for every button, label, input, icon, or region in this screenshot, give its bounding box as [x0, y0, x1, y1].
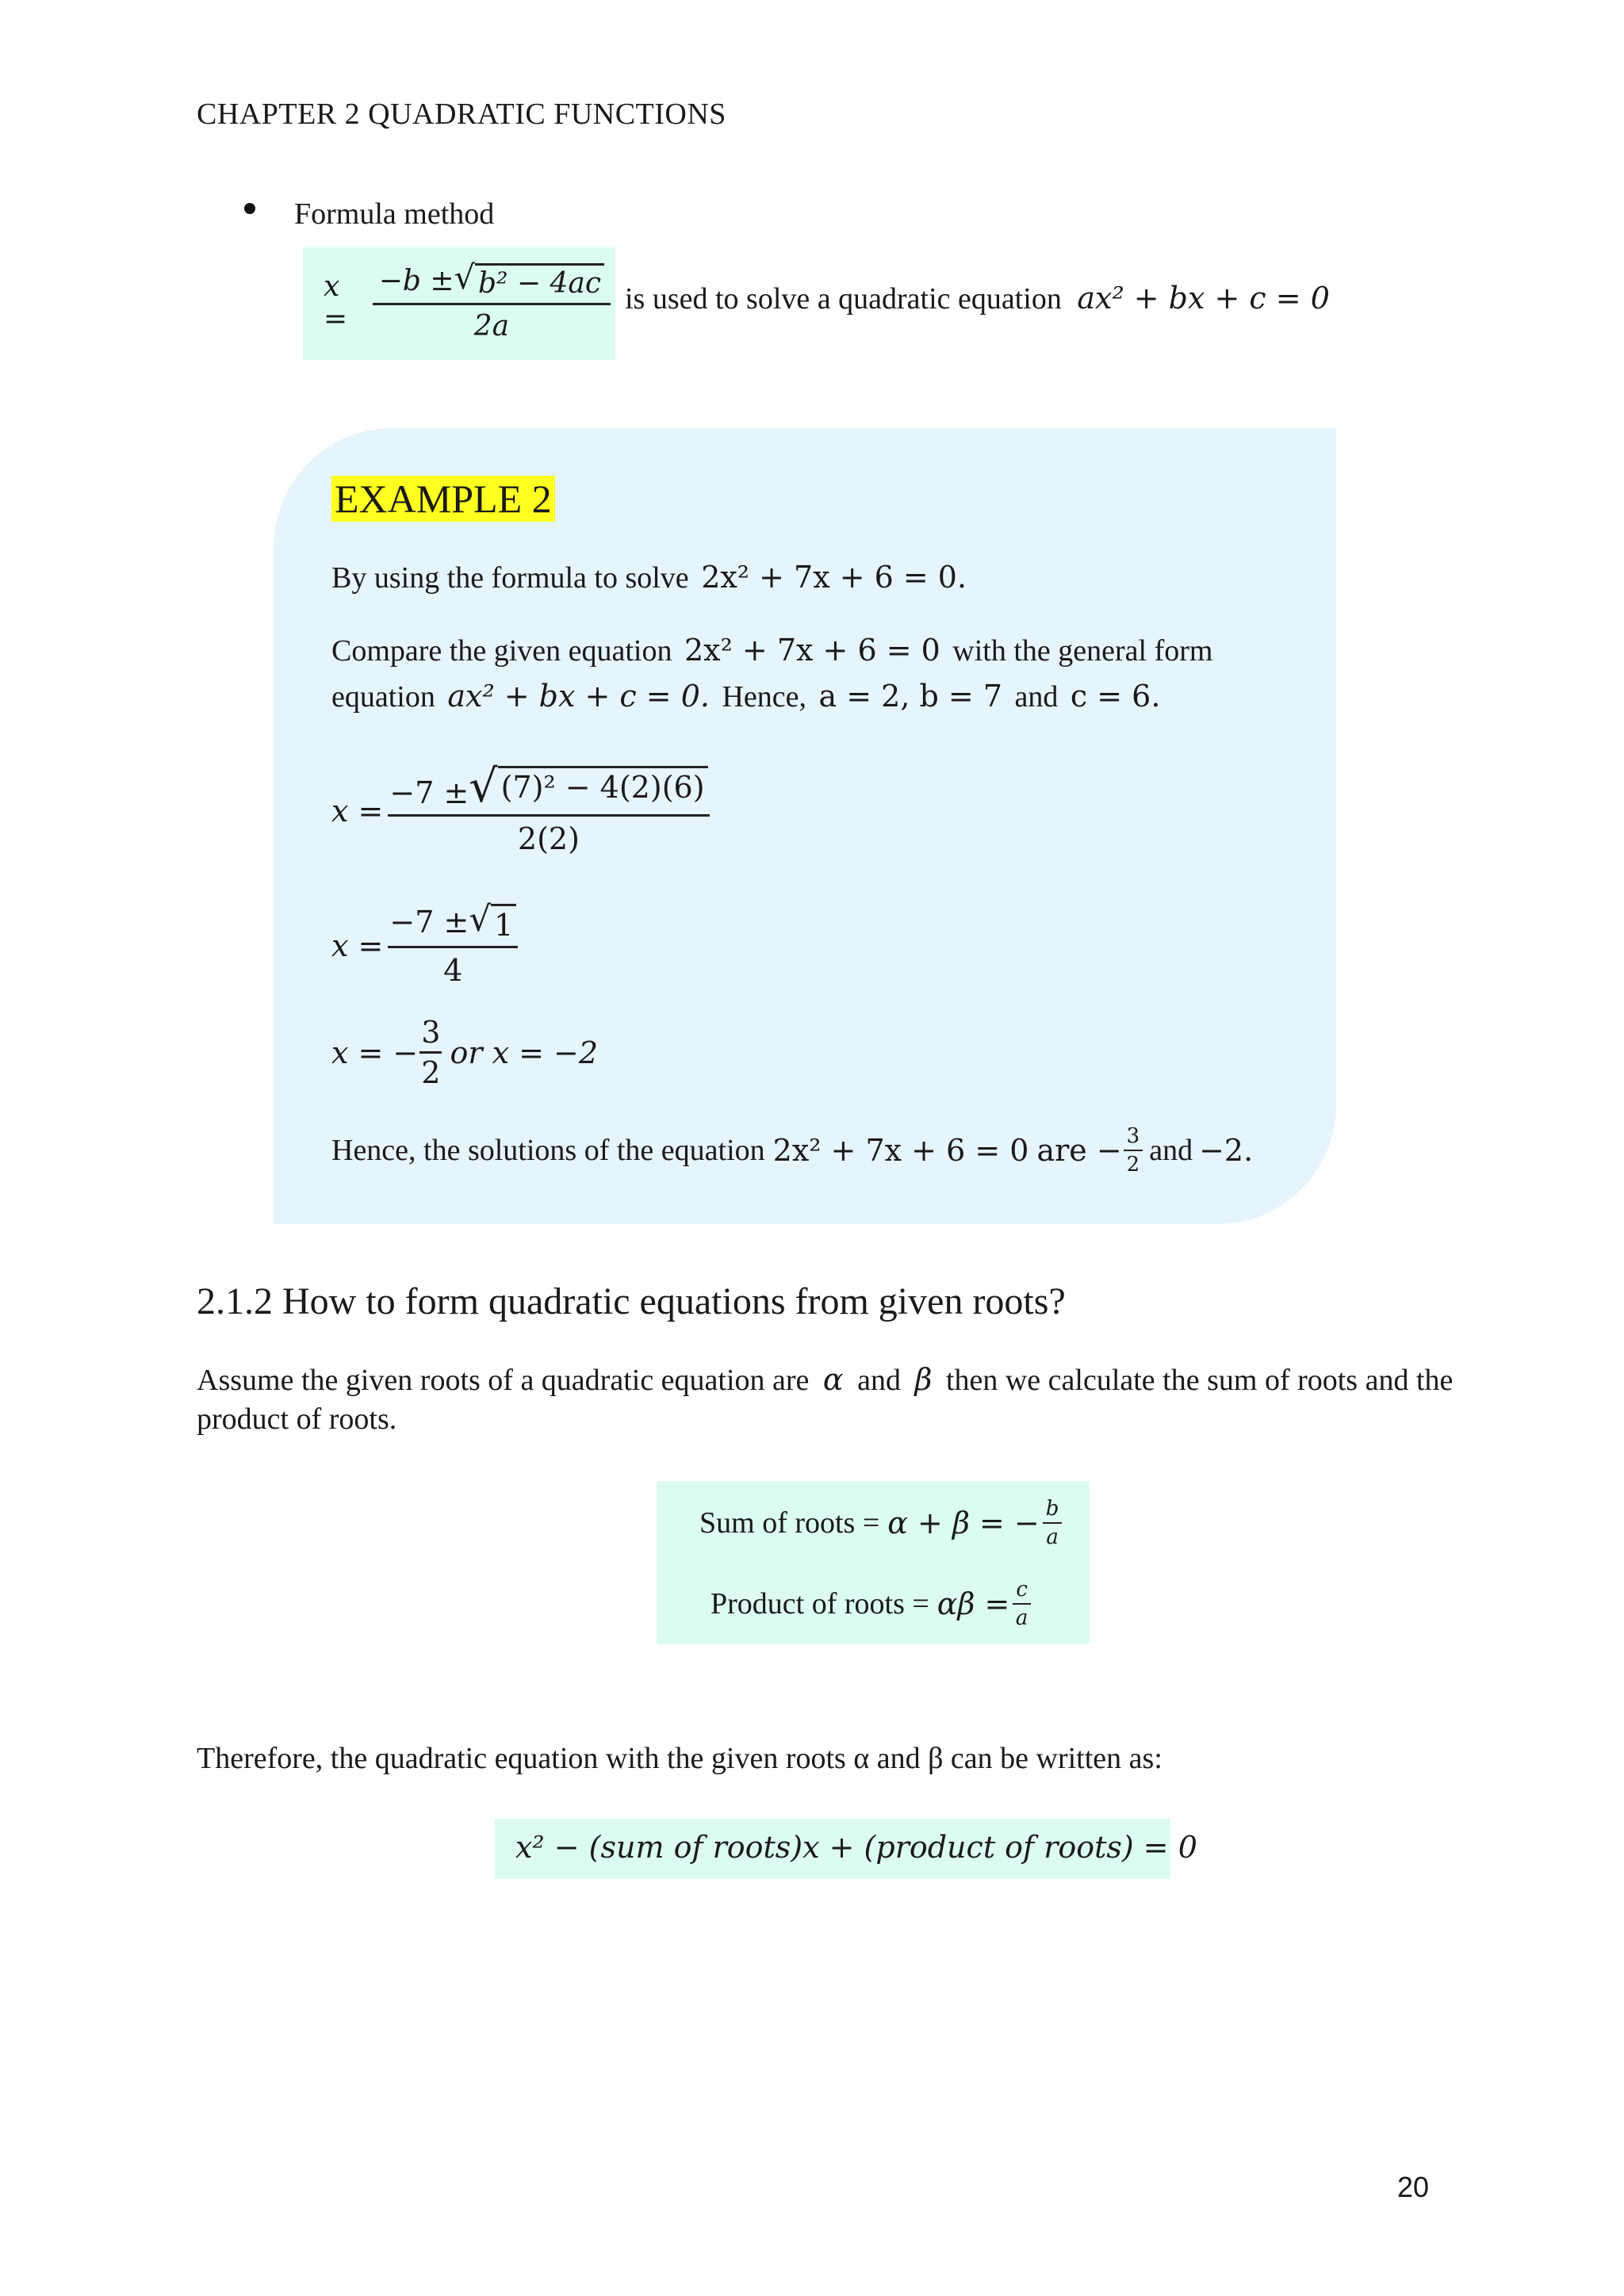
quadratic-equation-box [495, 1819, 1197, 1879]
formula-lhs: x = [324, 270, 348, 335]
page-number: 20 [1397, 2171, 1430, 2203]
roots-paragraph-line-1: Assume the given roots of a quadratic equation are α and β then we calculate the sum of roots and the [197, 1362, 1454, 1397]
example-line-3: equation ax² + bx + c = 0. Hence, a = 2, b = 7 and c = 6. [331, 679, 1161, 714]
final-equation: x² − (sum of roots)x + (product of roots) = 0 [515, 1830, 1197, 1865]
product-of-roots: Product of roots = αβ = $\frac{c}{a}$ [710, 1578, 1031, 1630]
bullet-icon [244, 203, 255, 214]
example-line-1: By using the formula to solve 2x² + 7x + 6 = 0. [331, 560, 967, 595]
bullet-label: Formula method [294, 197, 495, 231]
example-title: EXAMPLE 2 [331, 476, 555, 522]
sum-of-roots: Sum of roots = α + β = − $\frac{b}{a}$ [699, 1497, 1062, 1549]
example-conclusion: Hence, the solutions of the equation 2x² + 7x + 6 = 0 are − $\frac{3}{2}$ and −2. [331, 1124, 1254, 1177]
section-heading: 2.1.2 How to form quadratic equations from given roots? [197, 1280, 1066, 1322]
solution-step-1: x = −7 ± √ (7)² − 4(2)(6) 2(2) [331, 766, 714, 856]
sum-product-box [657, 1481, 1090, 1644]
formula-numerator-prefix: −b ± [378, 265, 454, 297]
formula-description: is used to solve a quadratic equation ax² + bx + c = 0 [625, 281, 1330, 316]
formula-radicand: b² − 4ac [475, 263, 604, 300]
therefore-paragraph: Therefore, the quadratic equation with the given roots α and β can be written as: [197, 1742, 1162, 1775]
solution-step-3: x = − $\frac{3}{2}$ or x = −2 [331, 1015, 599, 1090]
quadratic-formula-box [303, 247, 615, 360]
example-line-2: Compare the given equation 2x² + 7x + 6 = 0 with the general form [331, 633, 1213, 668]
roots-paragraph-line-2: product of roots. [197, 1402, 397, 1436]
solution-step-2: x = −7 ± √ 1 4 [331, 904, 523, 988]
formula-denominator: 2a [473, 310, 510, 342]
formula-fraction: −b ± √ b² − 4ac 2a [373, 263, 611, 342]
chapter-header: CHAPTER 2 QUADRATIC FUNCTIONS [197, 98, 726, 131]
